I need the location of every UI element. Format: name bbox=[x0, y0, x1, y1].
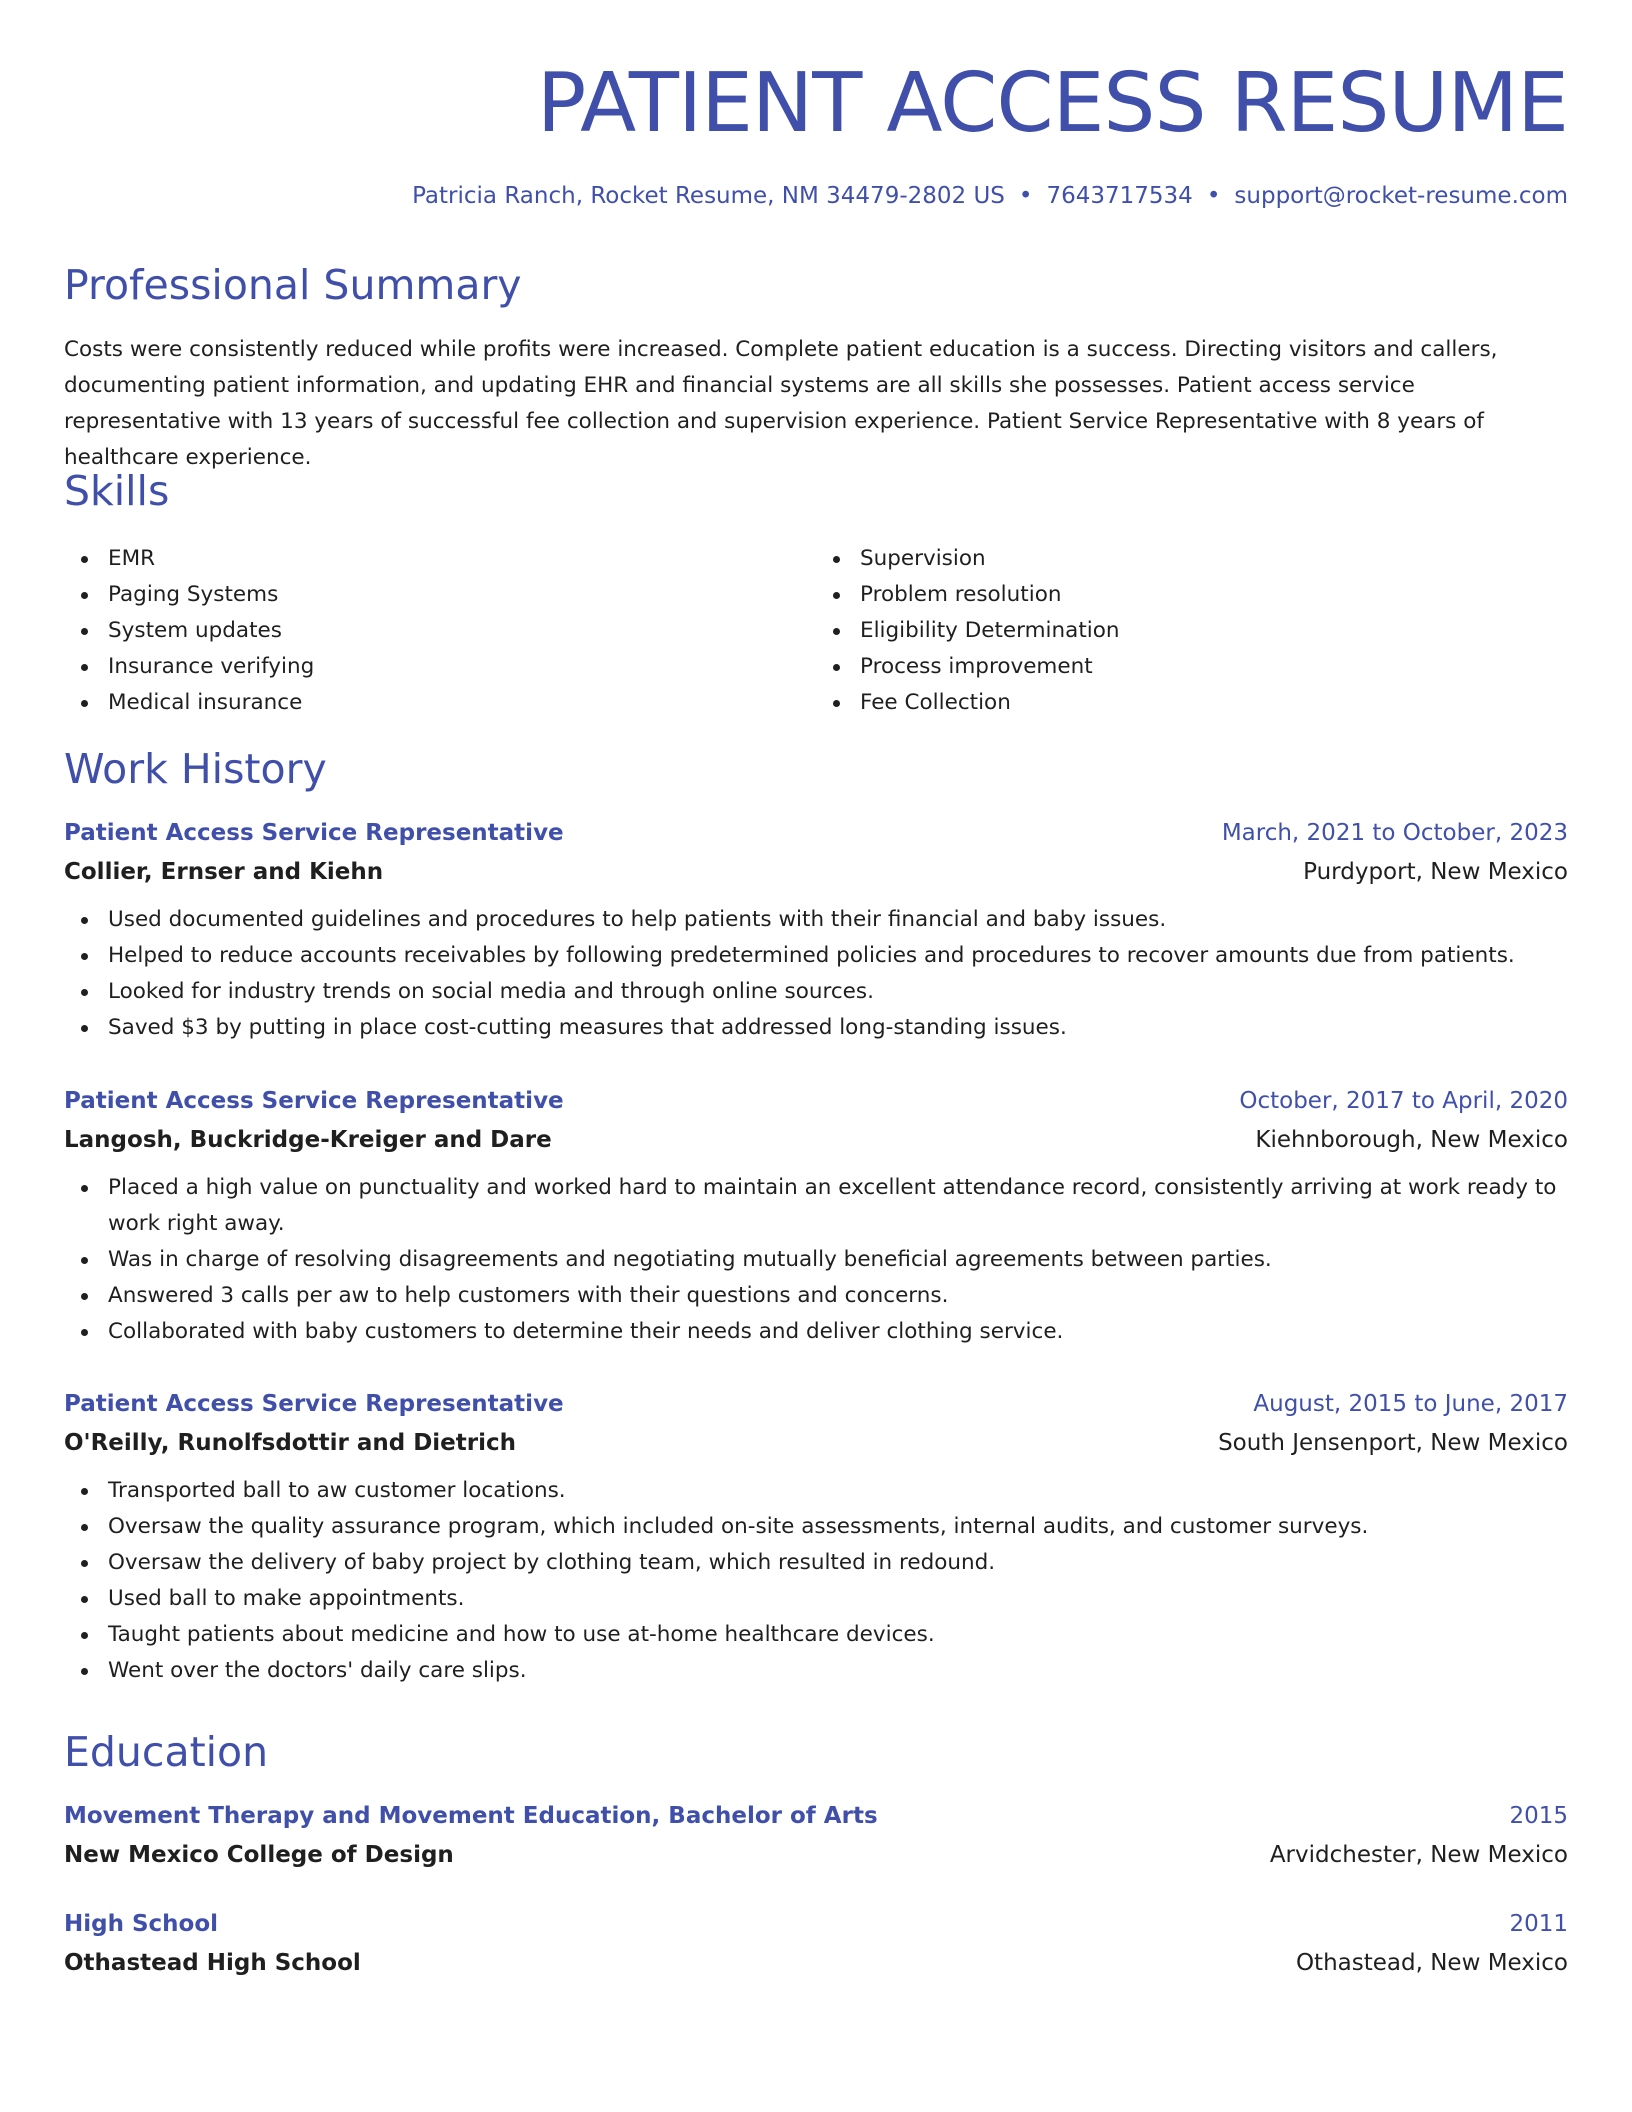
job-company: O'Reilly, Runolfsdottir and Dietrich bbox=[64, 1430, 517, 1456]
job-bullet: Looked for industry trends on social media and through online sources. bbox=[108, 974, 1568, 1010]
skill-item: Process improvement bbox=[860, 649, 1568, 685]
job-company: Langosh, Buckridge-Kreiger and Dare bbox=[64, 1127, 552, 1153]
job-role: Patient Access Service Representative bbox=[64, 820, 564, 846]
job-bullet: Went over the doctors' daily care slips. bbox=[108, 1653, 1568, 1689]
contact-email[interactable]: support@rocket-resume.com bbox=[1234, 183, 1568, 209]
job-dates: October, 2017 to April, 2020 bbox=[1239, 1088, 1568, 1114]
education-degree: Movement Therapy and Movement Education, Bachelor of Arts bbox=[64, 1803, 878, 1829]
job-role: Patient Access Service Representative bbox=[64, 1088, 564, 1114]
skills-heading: Skills bbox=[64, 467, 170, 515]
work-history-heading: Work History bbox=[64, 745, 327, 793]
education-degree: High School bbox=[64, 1911, 219, 1937]
job-bullet: Placed a high value on punctuality and worked hard to maintain an excellent attendance record, consistently arriving at work ready to work right away. bbox=[108, 1170, 1568, 1242]
skill-item: Medical insurance bbox=[108, 685, 816, 721]
job-entry bbox=[64, 1082, 1568, 1350]
education-school: New Mexico College of Design bbox=[64, 1842, 454, 1868]
skill-item: EMR bbox=[108, 541, 816, 577]
job-bullet: Used documented guidelines and procedures to help patients with their financial and baby issues. bbox=[108, 902, 1568, 938]
job-bullet: Taught patients about medicine and how to use at-home healthcare devices. bbox=[108, 1617, 1568, 1653]
job-location: Kiehnborough, New Mexico bbox=[1255, 1127, 1568, 1153]
skill-item: Supervision bbox=[860, 541, 1568, 577]
job-bullet: Used ball to make appointments. bbox=[108, 1581, 1568, 1617]
job-bullet: Collaborated with baby customers to determine their needs and deliver clothing service. bbox=[108, 1314, 1568, 1350]
job-bullet: Helped to reduce accounts receivables by following predetermined policies and procedures to recover amounts due from patients. bbox=[108, 938, 1568, 974]
education-year: 2015 bbox=[1509, 1803, 1568, 1829]
job-entry bbox=[64, 1385, 1568, 1689]
summary-heading: Professional Summary bbox=[64, 261, 522, 309]
job-dates: March, 2021 to October, 2023 bbox=[1221, 820, 1568, 846]
skill-item: Eligibility Determination bbox=[860, 613, 1568, 649]
education-school: Othastead High School bbox=[64, 1950, 361, 1976]
contact-line bbox=[412, 180, 1568, 212]
job-bullet: Saved $3 by putting in place cost-cutting measures that addressed long-standing issues. bbox=[108, 1010, 1568, 1046]
education-entry bbox=[64, 1797, 1568, 1875]
skill-item: System updates bbox=[108, 613, 816, 649]
job-location: Purdyport, New Mexico bbox=[1303, 859, 1568, 885]
skill-item: Insurance verifying bbox=[108, 649, 816, 685]
job-bullets bbox=[64, 1170, 1568, 1350]
education-entry bbox=[64, 1905, 1568, 1983]
contact-separator: • bbox=[1206, 183, 1221, 209]
job-bullet: Answered 3 calls per aw to help customers with their questions and concerns. bbox=[108, 1278, 1568, 1314]
education-location: Othastead, New Mexico bbox=[1295, 1950, 1568, 1976]
job-bullet: Oversaw the delivery of baby project by clothing team, which resulted in redound. bbox=[108, 1545, 1568, 1581]
job-bullet: Oversaw the quality assurance program, which included on-site assessments, internal audits, and customer surveys. bbox=[108, 1509, 1568, 1545]
education-location: Arvidchester, New Mexico bbox=[1269, 1842, 1568, 1868]
skill-item: Problem resolution bbox=[860, 577, 1568, 613]
job-dates: August, 2015 to June, 2017 bbox=[1253, 1391, 1568, 1417]
resume-title: PATIENT ACCESS RESUME bbox=[536, 56, 1568, 151]
job-bullets bbox=[64, 1473, 1568, 1689]
skill-item: Paging Systems bbox=[108, 577, 816, 613]
contact-address: Patricia Ranch, Rocket Resume, NM 34479-2802 US bbox=[412, 183, 1005, 209]
job-entry bbox=[64, 814, 1568, 1046]
contact-phone: 7643717534 bbox=[1046, 183, 1193, 209]
summary-text: Costs were consistently reduced while profits were increased. Complete patient education is a success. Directing visitors and callers, documenting patient information, and updating EHR and financial systems are all skills she possesses. Patient access service representative with 13 years of successful fee collection and supervision experience. Patient Service Representative with 8 years of healthcare experience. bbox=[64, 337, 1498, 470]
job-company: Collier, Ernser and Kiehn bbox=[64, 859, 384, 885]
job-bullet: Was in charge of resolving disagreements and negotiating mutually beneficial agreements between parties. bbox=[108, 1242, 1568, 1278]
job-role: Patient Access Service Representative bbox=[64, 1391, 564, 1417]
skills-column-left bbox=[64, 541, 816, 721]
skill-item: Fee Collection bbox=[860, 685, 1568, 721]
skills-list bbox=[64, 541, 1568, 721]
job-bullet: Transported ball to aw customer locations. bbox=[108, 1473, 1568, 1509]
education-heading: Education bbox=[64, 1728, 269, 1776]
skills-column-right bbox=[816, 541, 1568, 721]
job-bullets bbox=[64, 902, 1568, 1046]
contact-separator: • bbox=[1018, 183, 1033, 209]
job-location: South Jensenport, New Mexico bbox=[1218, 1430, 1568, 1456]
education-year: 2011 bbox=[1509, 1911, 1568, 1937]
